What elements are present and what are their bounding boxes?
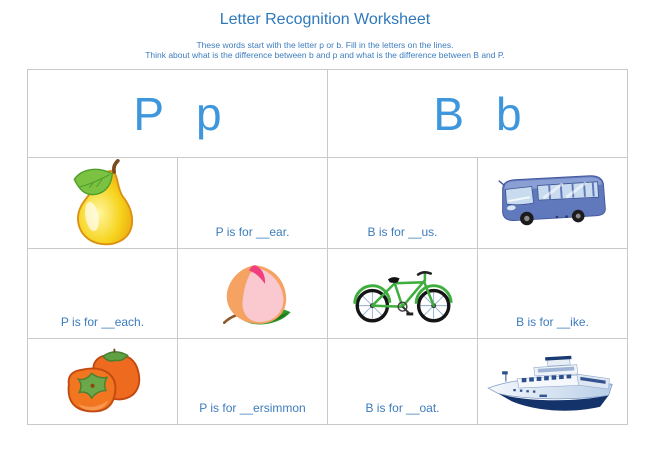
persimmon-label-cell <box>178 339 328 425</box>
persimmon-image <box>54 345 152 419</box>
instructions <box>0 40 650 60</box>
worksheet-grid <box>27 69 628 425</box>
fill-in-blank-peach: P is for __each. <box>60 315 145 329</box>
bus-cell <box>478 158 628 249</box>
lowercase-p-letter: p <box>196 87 222 140</box>
instructions-line-1: These words start with the letter p or b. Fill in the letters on the lines. <box>196 40 454 50</box>
letter-header-p <box>28 70 328 158</box>
fill-in-blank-boat: B is for __oat. <box>365 401 440 415</box>
fill-in-blank-bike: B is for __ike. <box>516 315 589 329</box>
bus-label-cell <box>328 158 478 249</box>
lowercase-b-letter: b <box>496 87 522 140</box>
letter-header-row <box>28 70 628 158</box>
uppercase-b-letter: B <box>433 87 465 140</box>
fill-in-blank-bus: B is for __us. <box>367 225 438 239</box>
boat-cell <box>478 339 628 425</box>
page-title: Letter Recognition Worksheet <box>219 11 431 28</box>
boat-image <box>483 347 623 417</box>
bus-image <box>494 172 612 234</box>
pear-cell <box>28 158 178 249</box>
uppercase-p-letter: P <box>133 87 165 140</box>
instructions-line-2: Think about what is the difference between b and p and what is the difference between B and P. <box>145 50 505 60</box>
letter-header-b <box>328 70 628 158</box>
bike-cell <box>328 249 478 339</box>
peach-image <box>211 254 295 334</box>
peach-label-cell <box>28 249 178 339</box>
fill-in-blank-pear: P is for __ear. <box>215 225 290 239</box>
peach-cell <box>178 249 328 339</box>
worksheet-row-2 <box>28 249 628 339</box>
pear-label-cell <box>178 158 328 249</box>
boat-label-cell <box>328 339 478 425</box>
bike-label-cell <box>478 249 628 339</box>
bike-image <box>347 263 459 325</box>
worksheet-row-3 <box>28 339 628 425</box>
fill-in-blank-persimmon: P is for __ersimmon <box>199 401 306 415</box>
pear-image <box>61 159 145 247</box>
worksheet-row-1 <box>28 158 628 249</box>
persimmon-cell <box>28 339 178 425</box>
